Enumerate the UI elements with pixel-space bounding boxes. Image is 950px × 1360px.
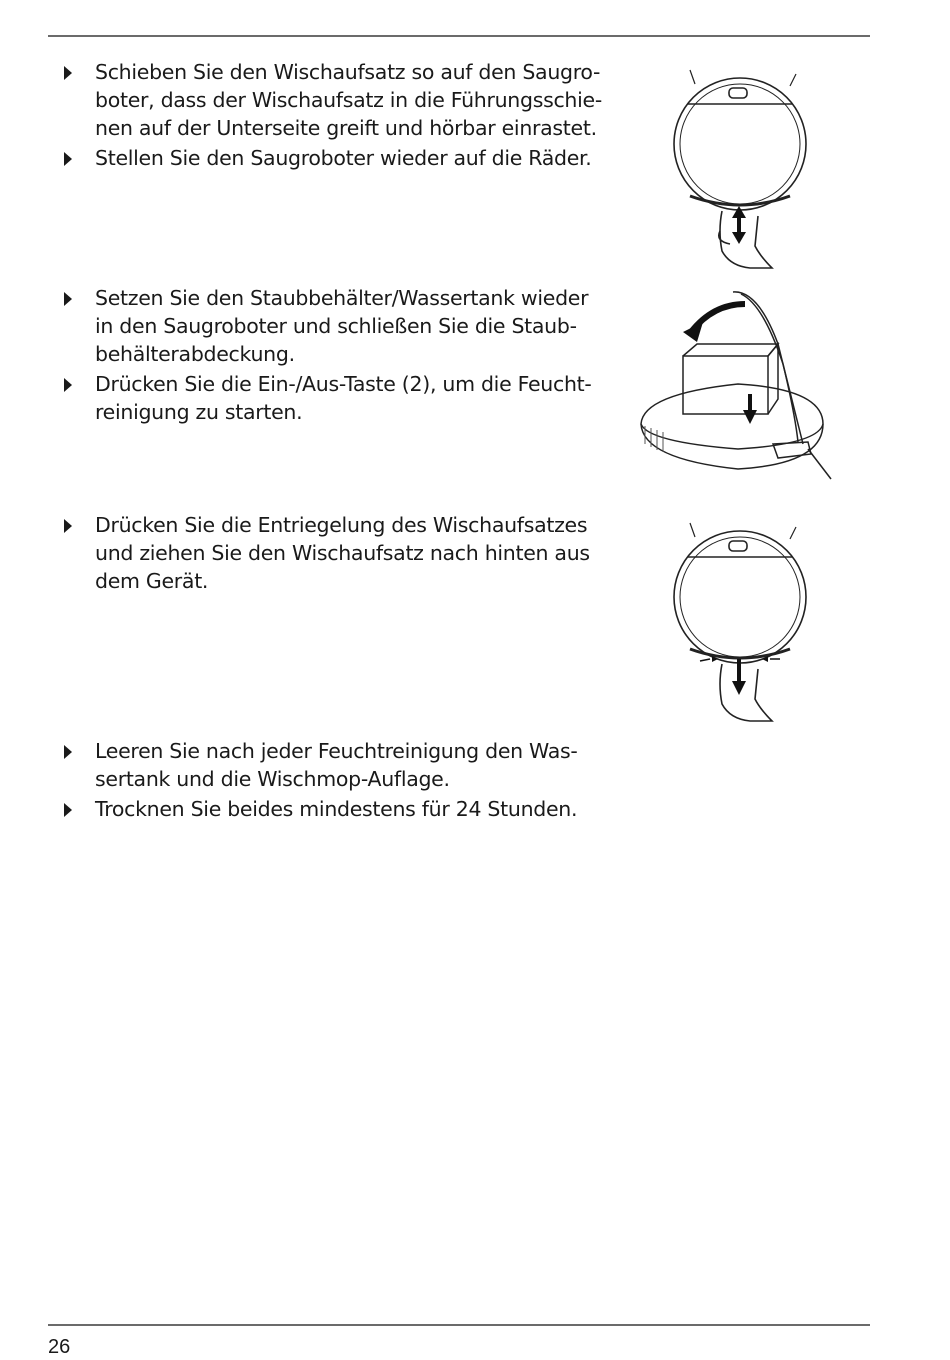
step-item — [48, 511, 608, 595]
step-item — [48, 737, 608, 793]
section-2 — [48, 284, 870, 494]
bullet-triangle-icon — [64, 292, 72, 306]
footer-rule — [48, 1324, 870, 1326]
step-text: Setzen Sie den Staubbehälter/Wassertank wieder in den Saugroboter und schließen Sie die Staub- behälterabdeckung. — [95, 286, 589, 366]
step-text: Drücken Sie die Entriegelung des Wischaufsatzes und ziehen Sie den Wischaufsatz nach hinten aus dem Gerät. — [95, 513, 590, 593]
bullet-triangle-icon — [64, 152, 72, 166]
step-text: Stellen Sie den Saugroboter wieder auf die Räder. — [95, 146, 592, 170]
step-item — [48, 144, 608, 172]
robot-mop-insert-illustration — [660, 66, 860, 271]
step-list — [48, 511, 608, 597]
section-4 — [48, 737, 870, 857]
robot-mop-remove-illustration — [660, 519, 860, 724]
step-item — [48, 795, 608, 823]
step-item — [48, 370, 608, 426]
step-list — [48, 737, 608, 825]
section-3 — [48, 511, 870, 721]
header-rule — [48, 35, 870, 37]
bullet-triangle-icon — [64, 66, 72, 80]
step-list — [48, 284, 608, 428]
bullet-triangle-icon — [64, 803, 72, 817]
step-text: Schieben Sie den Wischaufsatz so auf den Saugro- boter, dass der Wischaufsatz in die Führungsschie- nen auf der Unterseite greift und hörbar einrastet. — [95, 60, 602, 140]
step-item — [48, 58, 608, 142]
step-text: Drücken Sie die Ein-/Aus-Taste (2), um die Feucht- reinigung zu starten. — [95, 372, 592, 424]
robot-tank-insert-illustration — [633, 284, 843, 489]
bullet-triangle-icon — [64, 378, 72, 392]
step-list — [48, 58, 608, 174]
step-text: Leeren Sie nach jeder Feuchtreinigung den Was- sertank und die Wischmop-Auflage. — [95, 739, 578, 791]
bullet-triangle-icon — [64, 519, 72, 533]
step-text: Trocknen Sie beides mindestens für 24 Stunden. — [95, 797, 578, 821]
step-item — [48, 284, 608, 368]
section-1 — [48, 58, 870, 268]
bullet-triangle-icon — [64, 745, 72, 759]
page-number: 26 — [48, 1336, 71, 1358]
